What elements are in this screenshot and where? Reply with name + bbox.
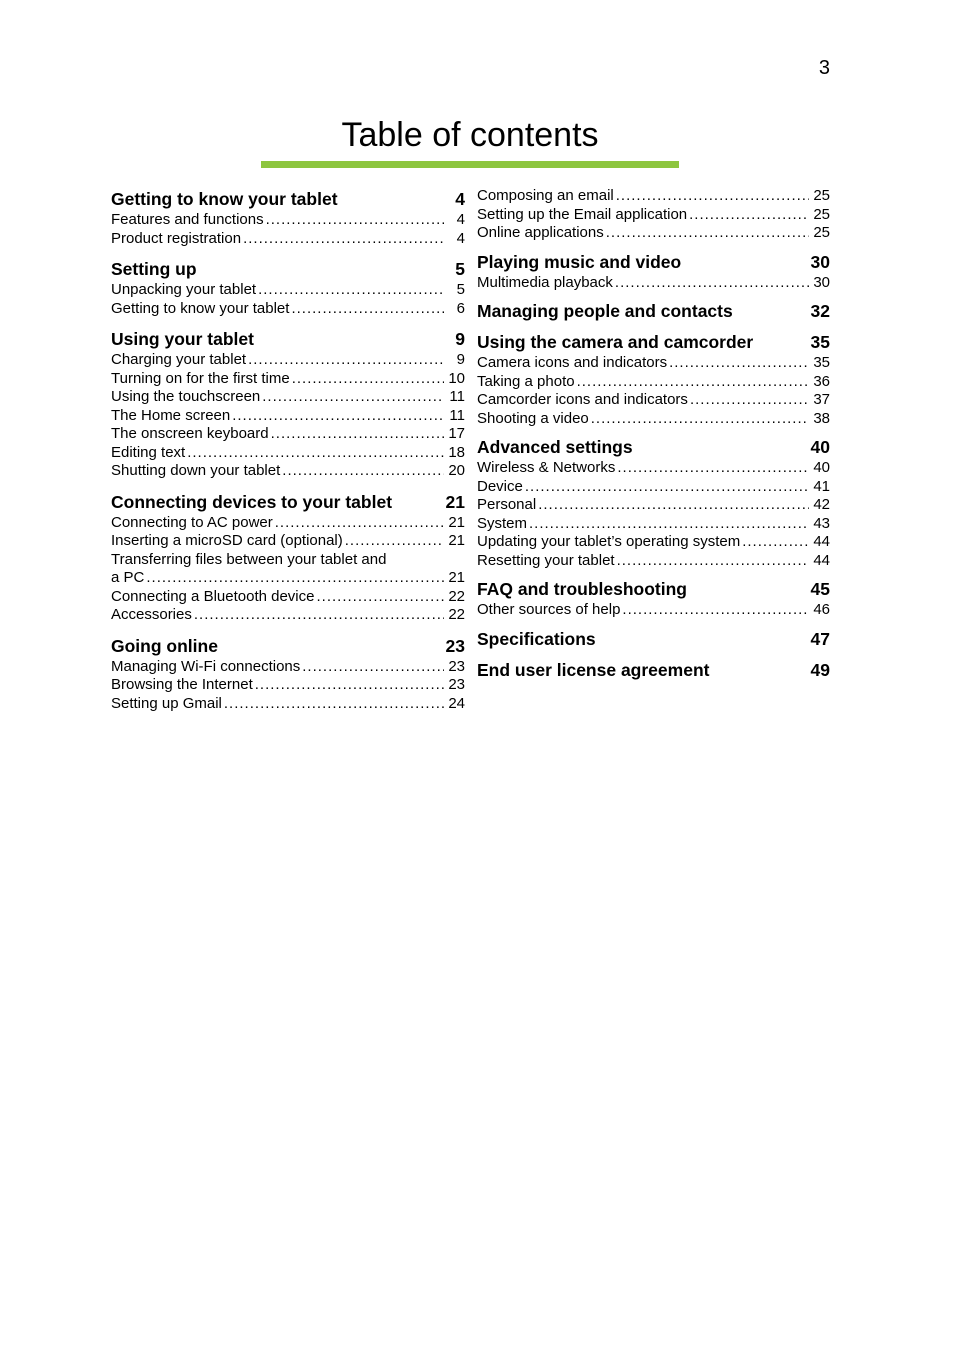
toc-entry-text: Features and functions (111, 211, 264, 228)
toc-entry-page: 25 (813, 205, 830, 223)
toc-heading-page: 4 (455, 189, 465, 209)
toc-entry-page: 44 (813, 533, 830, 550)
toc-entry[interactable] (111, 462, 465, 481)
toc-left-column (111, 187, 465, 722)
dot-leader (742, 533, 809, 552)
toc-entry[interactable] (111, 676, 465, 695)
dot-leader (690, 391, 809, 410)
toc-entry-page: 18 (448, 443, 465, 461)
toc-section (477, 435, 830, 570)
toc-heading-text: Using your tablet (111, 329, 254, 349)
title-underline (261, 161, 679, 168)
toc-heading-connecting-devices-to-your-tablet[interactable] (111, 490, 465, 514)
dot-leader (606, 224, 809, 243)
dot-leader (622, 601, 809, 620)
dot-leader (529, 515, 809, 534)
toc-entry-text: Other sources of help (477, 601, 621, 618)
toc-heading-specifications[interactable] (477, 627, 830, 651)
toc-entry[interactable] (111, 281, 465, 300)
dot-leader (232, 407, 444, 426)
dot-leader (262, 388, 444, 407)
toc-entry[interactable] (477, 373, 830, 392)
toc-entry-text: Inserting a microSD card (optional) (111, 532, 343, 549)
toc-entry-page: 35 (813, 354, 830, 371)
toc-heading-text: Setting up (111, 259, 197, 279)
toc-entry-text: The onscreen keyboard (111, 425, 269, 442)
toc-entry-page: 41 (813, 477, 830, 495)
dot-leader (669, 354, 809, 373)
toc-section (477, 250, 830, 293)
dot-leader (271, 425, 444, 444)
dot-leader (224, 695, 444, 714)
dot-leader (591, 410, 809, 429)
toc-section (111, 490, 465, 625)
dot-leader (275, 514, 444, 533)
toc-entry-page: 22 (448, 606, 465, 623)
toc-entry-text: Taking a photo (477, 372, 575, 390)
toc-entry-text: Composing an email (477, 187, 614, 204)
toc-heading-text: Playing music and video (477, 251, 682, 272)
toc-entry-page: 20 (448, 462, 465, 479)
dot-leader (345, 532, 444, 551)
toc-entry-page: 42 (813, 496, 830, 513)
toc-entry-page: 25 (813, 224, 830, 241)
toc-entry-text: Setting up the Email application (477, 205, 688, 223)
toc-entry[interactable] (477, 496, 830, 515)
toc-entry[interactable] (477, 206, 830, 225)
toc-entry-text: Resetting your tablet (477, 551, 615, 569)
toc-heading-page: 45 (810, 579, 830, 599)
toc-entry[interactable] (111, 606, 465, 625)
toc-entry-page: 23 (448, 657, 465, 675)
toc-entry-text: Editing text (111, 443, 186, 461)
dot-leader (255, 676, 444, 695)
dot-leader (538, 496, 809, 515)
toc-right-column (477, 187, 830, 689)
toc-entry-page: 9 (456, 351, 465, 368)
toc-heading-setting-up[interactable] (111, 257, 465, 281)
toc-entry-page: 21 (448, 532, 465, 549)
toc-entry[interactable] (477, 601, 830, 620)
toc-entry[interactable] (111, 514, 465, 533)
toc-entry[interactable] (111, 211, 465, 230)
toc-entry-text: Multimedia playback (477, 273, 613, 291)
dot-leader (689, 206, 809, 225)
toc-entry-wrapped-line[interactable]: Transferring files between your tablet and (111, 550, 387, 568)
page-number: 3 (818, 57, 830, 79)
toc-entry[interactable] (477, 391, 830, 410)
toc-entry-page: 21 (448, 569, 465, 586)
toc-entry[interactable] (111, 300, 465, 319)
toc-entry-text: Shooting a video (477, 409, 589, 427)
dot-leader (291, 300, 444, 319)
toc-section (477, 627, 830, 651)
toc-entry-text: a PC (111, 569, 145, 586)
toc-heading-page: 47 (810, 628, 830, 649)
toc-heading-text: Going online (111, 635, 218, 656)
toc-entry[interactable] (477, 410, 830, 429)
toc-entry-text: Shutting down your tablet (111, 462, 281, 479)
toc-section (477, 577, 830, 620)
toc-entry-text: Unpacking your tablet (111, 281, 257, 298)
page-title: Table of contents (341, 116, 599, 154)
dot-leader (292, 370, 444, 389)
toc-entry[interactable] (111, 388, 465, 407)
toc-entry[interactable] (111, 230, 465, 249)
toc-entry-text: System (477, 514, 528, 532)
toc-entry[interactable] (111, 351, 465, 370)
toc-section (111, 257, 465, 318)
toc-heading-page: 30 (810, 251, 830, 272)
toc-entry[interactable] (477, 533, 830, 552)
toc-entry-text: The Home screen (111, 406, 231, 424)
toc-entry-text: Camera icons and indicators (477, 354, 668, 371)
toc-entry[interactable] (111, 425, 465, 444)
toc-heading-page: 5 (455, 259, 465, 279)
toc-entry[interactable] (111, 695, 465, 714)
toc-entry[interactable] (477, 552, 830, 571)
dot-leader (316, 588, 444, 607)
toc-entry-page: 21 (448, 513, 465, 531)
toc-heading-text: Using the camera and camcorder (477, 332, 754, 352)
toc-entry[interactable] (477, 187, 830, 206)
toc-entry-text: Updating your tablet’s operating system (477, 533, 741, 550)
dot-leader (525, 478, 809, 497)
toc-heading-page: 23 (445, 635, 465, 656)
toc-entry-page: 24 (448, 694, 465, 712)
toc-section (477, 187, 830, 243)
toc-entry-page: 11 (449, 406, 465, 424)
toc-section (477, 658, 830, 682)
toc-entry-page: 43 (813, 514, 830, 532)
toc-entry-page: 17 (448, 425, 465, 442)
dot-leader (243, 230, 444, 249)
toc-heading-getting-to-know-your-tablet[interactable] (111, 187, 465, 211)
toc-entry-page: 4 (456, 229, 465, 247)
dot-leader (617, 459, 809, 478)
toc-entry-page: 44 (813, 551, 830, 569)
toc-entry-text: Online applications (477, 224, 604, 241)
toc-heading-page: 32 (810, 301, 830, 321)
toc-entry[interactable] (111, 569, 465, 588)
toc-entry[interactable] (477, 224, 830, 243)
toc-heading-advanced-settings[interactable] (477, 435, 830, 459)
toc-heading-text: End user license agreement (477, 659, 710, 680)
toc-entry-page: 46 (813, 601, 830, 618)
toc-entry-text: Managing Wi-Fi connections (111, 657, 301, 675)
toc-heading-text: Specifications (477, 628, 596, 649)
toc-entry-text: Product registration (111, 229, 242, 247)
toc-heading-text: Managing people and contacts (477, 301, 733, 321)
dot-leader (616, 187, 809, 206)
toc-heading-playing-music-and-video[interactable] (477, 250, 830, 274)
toc-entry[interactable] (111, 407, 465, 426)
toc-entry-text: Connecting a Bluetooth device (111, 587, 315, 605)
toc-entry[interactable] (477, 515, 830, 534)
toc-entry-text: Accessories (111, 606, 192, 623)
dot-leader (187, 444, 444, 463)
toc-entry-page: 38 (813, 409, 830, 427)
toc-entry-page: 30 (813, 273, 830, 291)
toc-entry-page: 4 (456, 211, 465, 228)
toc-heading-text: FAQ and troubleshooting (477, 579, 687, 599)
toc-entry[interactable] (477, 478, 830, 497)
toc-heading-faq-and-troubleshooting[interactable] (477, 577, 830, 601)
toc-entry[interactable] (111, 588, 465, 607)
toc-entry-page: 36 (813, 372, 830, 390)
toc-entry-text: Wireless & Networks (477, 459, 616, 476)
toc-entry-page: 10 (448, 369, 465, 387)
toc-section (111, 187, 465, 248)
toc-heading-page: 9 (455, 329, 465, 349)
toc-entry-page: 11 (449, 388, 465, 405)
dot-leader (617, 552, 809, 571)
toc-heading-page: 35 (810, 332, 830, 352)
dot-leader (258, 281, 444, 300)
toc-entry[interactable] (477, 459, 830, 478)
toc-entry-text: Camcorder icons and indicators (477, 391, 688, 408)
toc-entry[interactable] (111, 444, 465, 463)
toc-heading-going-online[interactable] (111, 634, 465, 658)
toc-heading-managing-people-and-contacts[interactable] (477, 299, 830, 323)
dot-leader (266, 211, 444, 230)
toc-entry-page: 5 (456, 281, 465, 298)
toc-entry-page: 23 (448, 676, 465, 693)
toc-entry[interactable] (477, 274, 830, 293)
dot-leader (615, 274, 809, 293)
toc-entry[interactable] (111, 370, 465, 389)
toc-heading-page: 40 (810, 437, 830, 457)
toc-heading-using-your-tablet[interactable] (111, 327, 465, 351)
toc-heading-page: 21 (445, 491, 465, 512)
toc-entry-text: Turning on for the first time (111, 369, 290, 387)
toc-entry-text: Device (477, 477, 523, 495)
dot-leader (194, 606, 444, 625)
toc-section (477, 330, 830, 428)
toc-entry[interactable] (111, 532, 465, 551)
toc-entry-text: Setting up Gmail (111, 694, 222, 712)
toc-heading-text: Getting to know your tablet (111, 189, 338, 209)
dot-leader (146, 569, 444, 588)
toc-entry[interactable] (477, 354, 830, 373)
toc-entry[interactable] (111, 658, 465, 677)
toc-heading-text: Connecting devices to your tablet (111, 491, 393, 512)
toc-section (111, 327, 465, 481)
toc-heading-text: Advanced settings (477, 437, 633, 457)
dot-leader (302, 658, 444, 677)
toc-entry-page: 22 (448, 587, 465, 605)
toc-entry-page: 37 (813, 391, 830, 408)
dot-leader (282, 462, 444, 481)
toc-heading-page: 49 (810, 659, 830, 680)
toc-heading-end-user-license-agreement[interactable] (477, 658, 830, 682)
dot-leader (577, 373, 809, 392)
toc-entry-text: Charging your tablet (111, 351, 247, 368)
toc-entry-page: 25 (813, 187, 830, 204)
toc-section (111, 634, 465, 714)
toc-entry-page: 40 (813, 459, 830, 476)
toc-section (477, 299, 830, 323)
toc-entry-text: Using the touchscreen (111, 388, 261, 405)
dot-leader (248, 351, 444, 370)
toc-heading-using-the-camera-and-camcorder[interactable] (477, 330, 830, 354)
toc-entry-text: Getting to know your tablet (111, 299, 290, 317)
toc-entry-text: Browsing the Internet (111, 676, 253, 693)
toc-entry-text: Personal (477, 496, 537, 513)
toc-entry-text: Connecting to AC power (111, 513, 273, 531)
toc-entry-page: 6 (456, 299, 465, 317)
